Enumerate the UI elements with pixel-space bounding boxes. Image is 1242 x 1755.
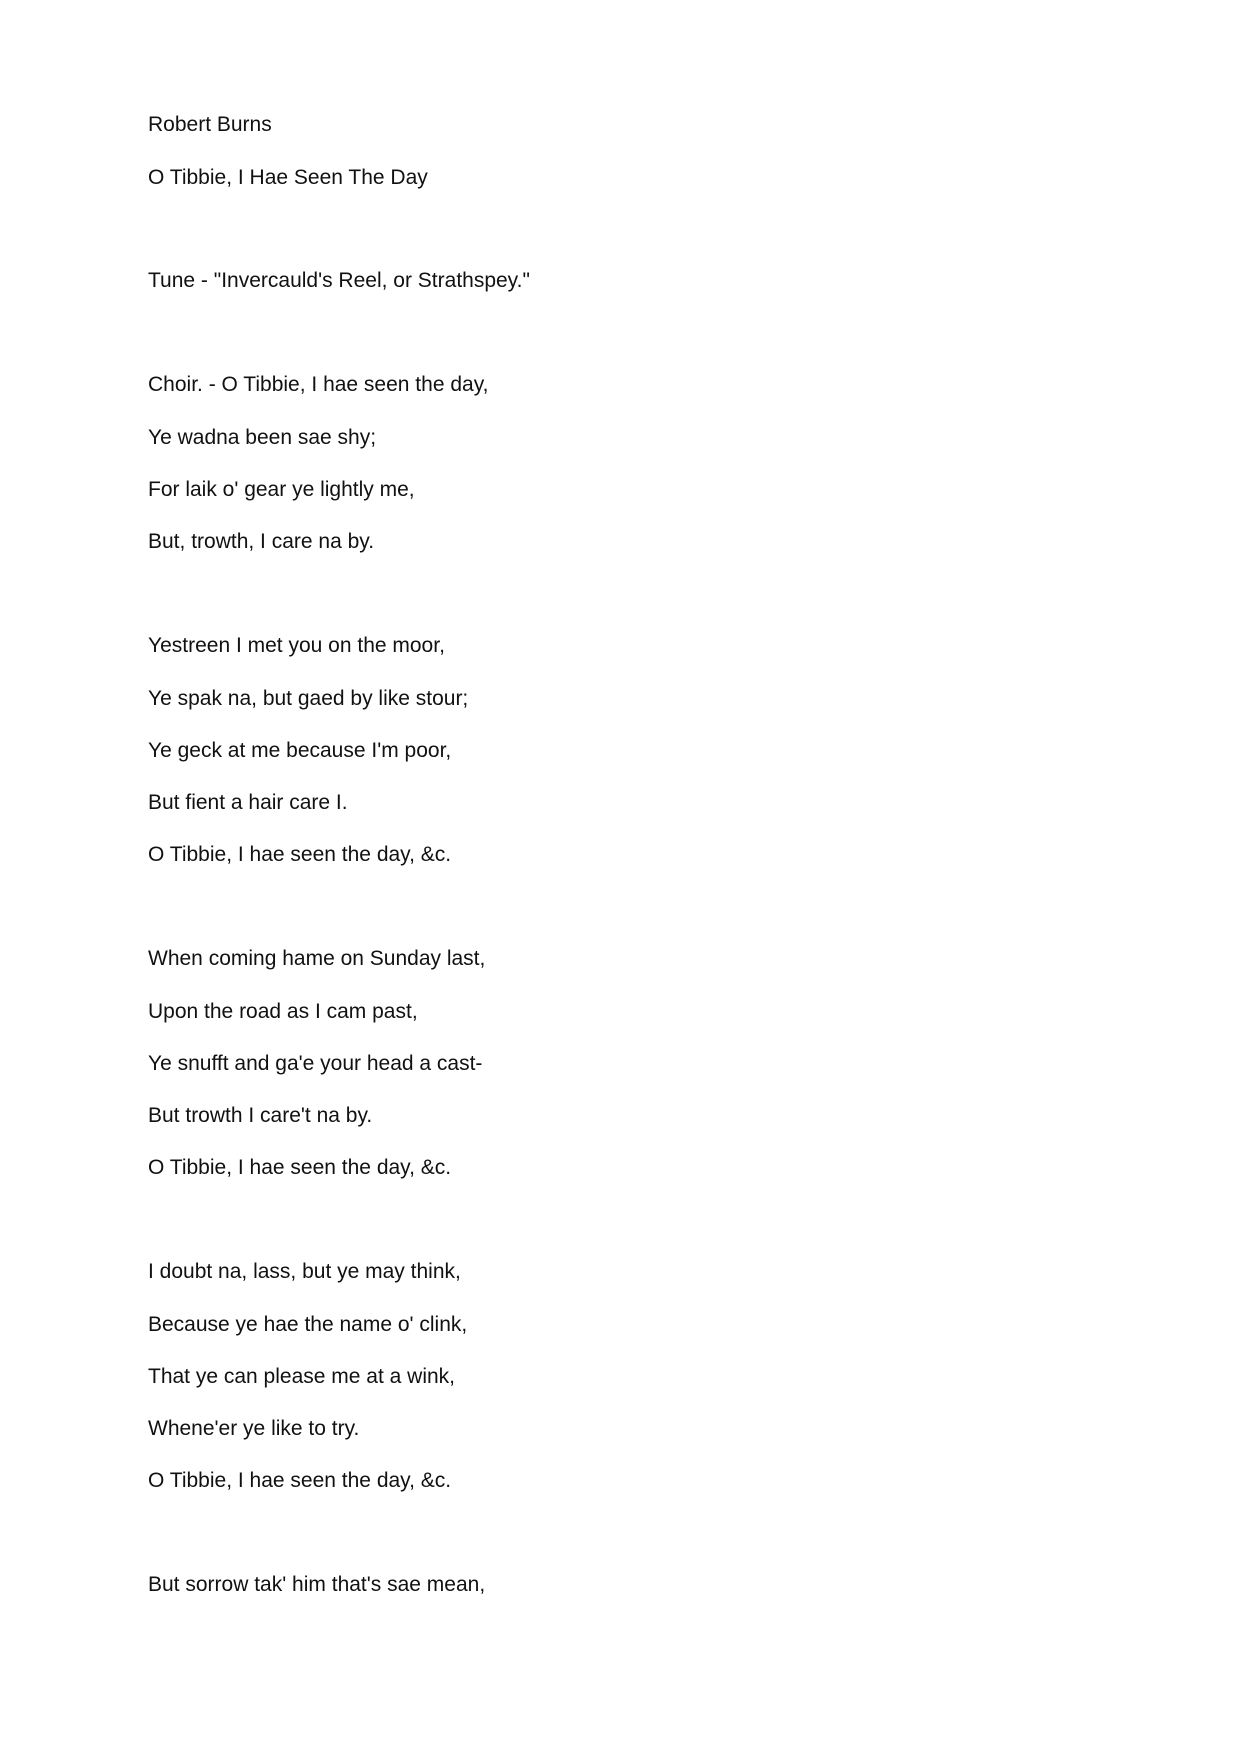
stanza2-refrain: O Tibbie, I hae seen the day, &c. <box>148 1156 452 1179</box>
stanza1-line-3: Ye geck at me because I'm poor, <box>148 739 452 762</box>
tune-line: Tune - "Invercauld's Reel, or Strathspey." <box>148 269 530 292</box>
chorus-line-3: For laik o' gear ye lightly me, <box>148 478 415 501</box>
stanza3-line-4: Whene'er ye like to try. <box>148 1417 360 1440</box>
stanza3-refrain: O Tibbie, I hae seen the day, &c. <box>148 1469 452 1492</box>
chorus-line-4: But, trowth, I care na by. <box>148 530 375 553</box>
stanza3-line-2: Because ye hae the name o' clink, <box>148 1313 468 1336</box>
stanza1-refrain: O Tibbie, I hae seen the day, &c. <box>148 843 452 866</box>
chorus-line-2: Ye wadna been sae shy; <box>148 426 377 449</box>
author-line: Robert Burns <box>148 113 272 136</box>
stanza4-line-1: But sorrow tak' him that's sae mean, <box>148 1573 486 1596</box>
stanza1-line-1: Yestreen I met you on the moor, <box>148 634 445 657</box>
poem-title: O Tibbie, I Hae Seen The Day <box>148 166 428 189</box>
stanza3-line-3: That ye can please me at a wink, <box>148 1365 455 1388</box>
chorus-line-1: Choir. - O Tibbie, I hae seen the day, <box>148 373 489 396</box>
stanza1-line-4: But fient a hair care I. <box>148 791 348 814</box>
stanza3-line-1: I doubt na, lass, but ye may think, <box>148 1260 461 1283</box>
stanza1-line-2: Ye spak na, but gaed by like stour; <box>148 687 469 710</box>
stanza2-line-3: Ye snufft and ga'e your head a cast- <box>148 1052 483 1075</box>
stanza2-line-4: But trowth I care't na by. <box>148 1104 373 1127</box>
stanza2-line-2: Upon the road as I cam past, <box>148 1000 418 1023</box>
stanza2-line-1: When coming hame on Sunday last, <box>148 947 486 970</box>
